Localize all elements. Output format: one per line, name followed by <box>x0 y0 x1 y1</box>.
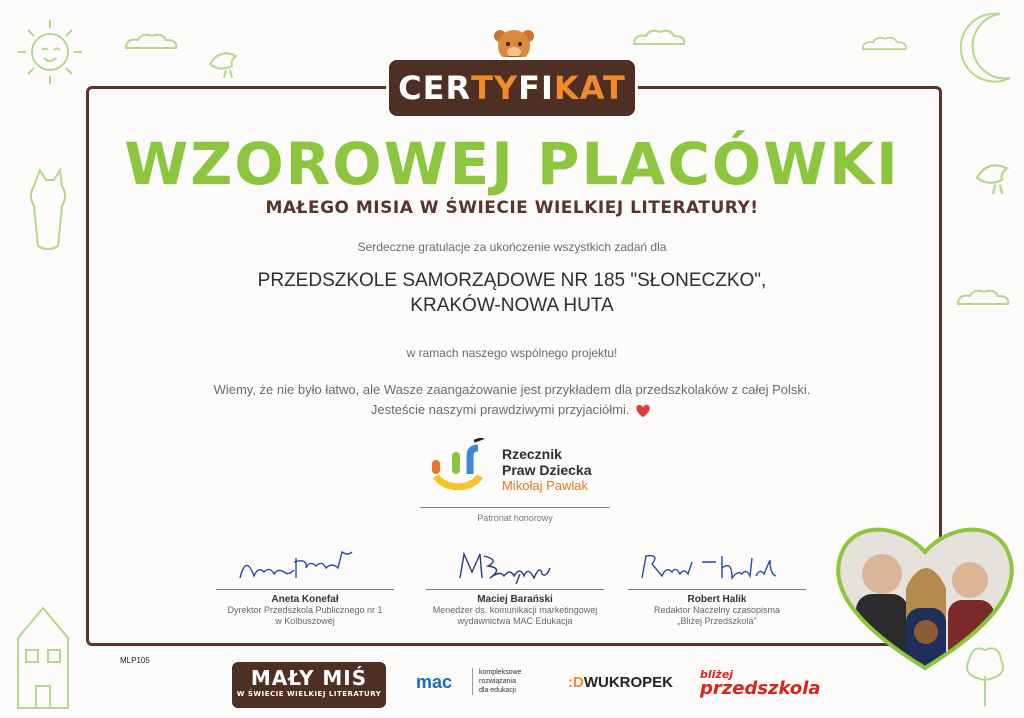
signature-block <box>622 548 812 627</box>
rzecznik-name: Mikołaj Pawlak <box>502 478 588 493</box>
badge-text-part: CER <box>398 69 472 107</box>
moon-doodle <box>950 6 1020 96</box>
maly-mis-logo <box>232 662 386 708</box>
certificate-code: MLP105 <box>120 656 150 665</box>
wukropek-text: WUKROPEK <box>583 674 673 691</box>
sun-doodle <box>8 12 98 92</box>
blizej-przedszkola-logo <box>700 668 821 699</box>
rzecznik-logo-text <box>502 446 592 494</box>
tagline-line: rozwiązania <box>479 678 516 685</box>
institution-line-2: KRAKÓW-NOWA HUTA <box>410 295 614 316</box>
handwritten-signature <box>420 548 610 584</box>
team-photo-heart <box>830 522 1020 672</box>
house-doodle <box>8 600 78 710</box>
cloud-doodle <box>626 26 696 50</box>
message-line-2 <box>0 400 1024 420</box>
certificate-title: WZOROWEJ PLACÓWKI <box>124 130 900 198</box>
signature-rule <box>628 589 806 590</box>
rzecznik-line-2: Praw Dziecka <box>502 462 592 478</box>
signer-role: „Bliżej Przedszkola” <box>677 616 757 626</box>
message-line-1: Wiemy, że nie było łatwo, ale Wasze zaangażowanie jest przykładem dla przedszkolaków z całej Polski. <box>213 382 811 397</box>
tagline-line: dla edukacji <box>479 687 516 694</box>
badge-text-part: TY <box>471 69 519 107</box>
signature-block <box>210 548 400 627</box>
wukropek-logo <box>568 674 673 691</box>
signature-rule <box>426 589 604 590</box>
signer-role: Redaktor Naczelny czasopisma <box>653 605 781 615</box>
cloud-doodle <box>856 32 916 56</box>
institution-line-1: PRZEDSZKOLE SAMORZĄDOWE NR 185 "SŁONECZKO", <box>257 270 767 291</box>
signer-role: w Kolbuszowej <box>275 616 335 626</box>
message <box>0 380 1024 420</box>
project-line: w ramach naszego wspólnego projektu! <box>406 346 618 360</box>
signature-block <box>420 548 610 627</box>
maly-mis-subtitle: W ŚWIECIE WIELKIEJ LITERATURY <box>236 690 382 698</box>
handwritten-signature <box>622 548 812 584</box>
signer-role: wydawnictwa MAC Edukacja <box>457 616 573 626</box>
divider <box>420 507 610 508</box>
cloud-doodle <box>118 30 188 54</box>
heart-icon <box>633 404 653 418</box>
signer-role: Menedżer ds. komunikacji marketingowej <box>432 605 598 615</box>
signer-name: Robert Halik <box>687 594 747 605</box>
badge-text-part: FI <box>518 69 554 107</box>
mac-logo: mac <box>416 672 453 692</box>
blizej-word: bliżej <box>700 668 734 681</box>
rzecznik-line-1: Rzecznik <box>502 446 562 462</box>
tagline-line: kompleksowe <box>479 669 522 676</box>
certificate-subtitle: MAŁEGO MISIA W ŚWIECIE WIELKIEJ LITERATURY! <box>265 198 759 218</box>
badge-text-part: KAT <box>553 69 626 107</box>
handwritten-signature <box>210 548 400 584</box>
congrats-line: Serdeczne gratulacje za ukończenie wszystkich zadań dla <box>357 240 667 254</box>
signature-rule <box>216 589 394 590</box>
signer-role: Dyrektor Przedszkola Publicznego nr 1 <box>227 605 383 615</box>
certificate-badge <box>389 60 635 116</box>
wukropek-mark: :D <box>568 674 584 691</box>
institution-name <box>0 268 1024 318</box>
signer-name: Maciej Barański <box>477 594 553 605</box>
przedszkola-word: przedszkola <box>700 678 821 699</box>
maly-mis-title: MAŁY MIŚ <box>250 666 368 690</box>
bird-doodle <box>204 40 244 80</box>
patronage-caption: Patronat honorowy <box>477 513 553 523</box>
signer-name: Aneta Konefał <box>271 594 339 605</box>
rzecznik-logo-icon <box>430 438 494 498</box>
mac-tagline <box>472 668 521 695</box>
message-line-2-text: Jesteście naszymi prawdziwymi przyjaciółmi. <box>370 402 630 417</box>
